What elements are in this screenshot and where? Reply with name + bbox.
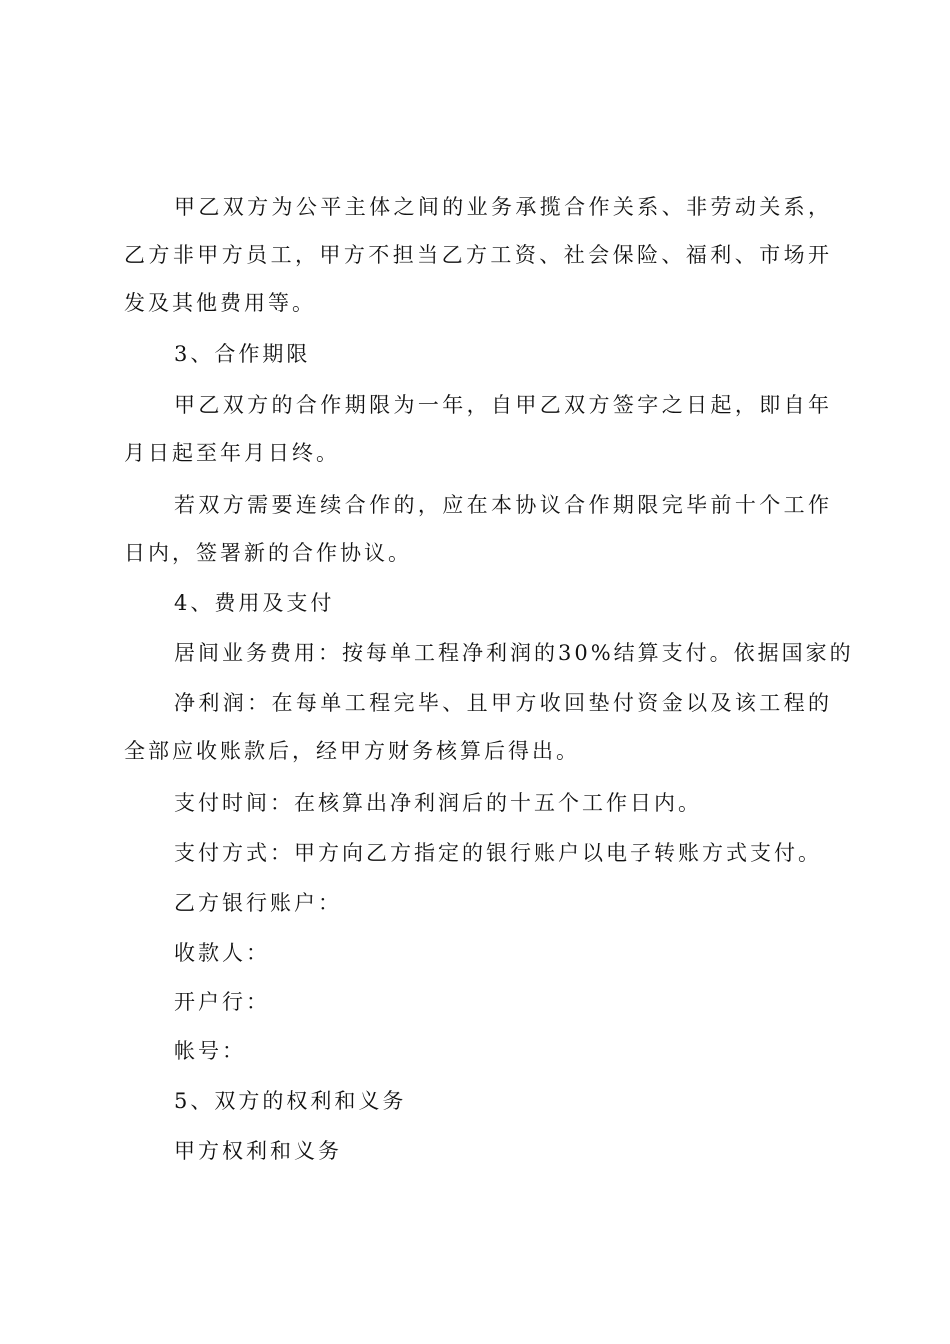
paragraph-renewal: 若双方需要连续合作的，应在本协议合作期限完毕前十个工作日内，签署新的合作协议。 (124, 493, 832, 565)
subheading-party-a-rights: 甲方权利和义务 (174, 1139, 342, 1163)
section-heading-fees-payment: 4、费用及支付 (174, 591, 335, 615)
paragraph-brokerage-fee: 居间业务费用：按每单工程净利润的30%结算支付。依据国家的 (174, 641, 854, 665)
paragraph-cooperation-term: 甲乙双方的合作期限为一年，自甲乙双方签字之日起，即自年月日起至年月日终。 (124, 393, 832, 465)
label-payee: 收款人： (174, 941, 270, 965)
section-heading-rights-obligations: 5、双方的权利和义务 (174, 1089, 407, 1113)
paragraph-payment-time: 支付时间：在核算出净利润后的十五个工作日内。 (174, 791, 702, 815)
label-account-number: 帐号： (174, 1039, 246, 1063)
paragraph-relationship: 甲乙双方为公平主体之间的业务承揽合作关系、非劳动关系，乙方非甲方员工，甲方不担当乙方工资、社会保险、福利、市场开发及其他费用等。 (124, 195, 832, 315)
paragraph-net-profit: 净利润：在每单工程完毕、且甲方收回垫付资金以及该工程的全部应收账款后，经甲方财务核算后得出。 (124, 691, 832, 763)
section-heading-cooperation-term: 3、合作期限 (174, 342, 311, 366)
label-bank-branch: 开户行： (174, 990, 270, 1014)
paragraph-payment-method: 支付方式：甲方向乙方指定的银行账户以电子转账方式支付。 (174, 841, 822, 865)
label-bank-account: 乙方银行账户： (174, 891, 342, 915)
